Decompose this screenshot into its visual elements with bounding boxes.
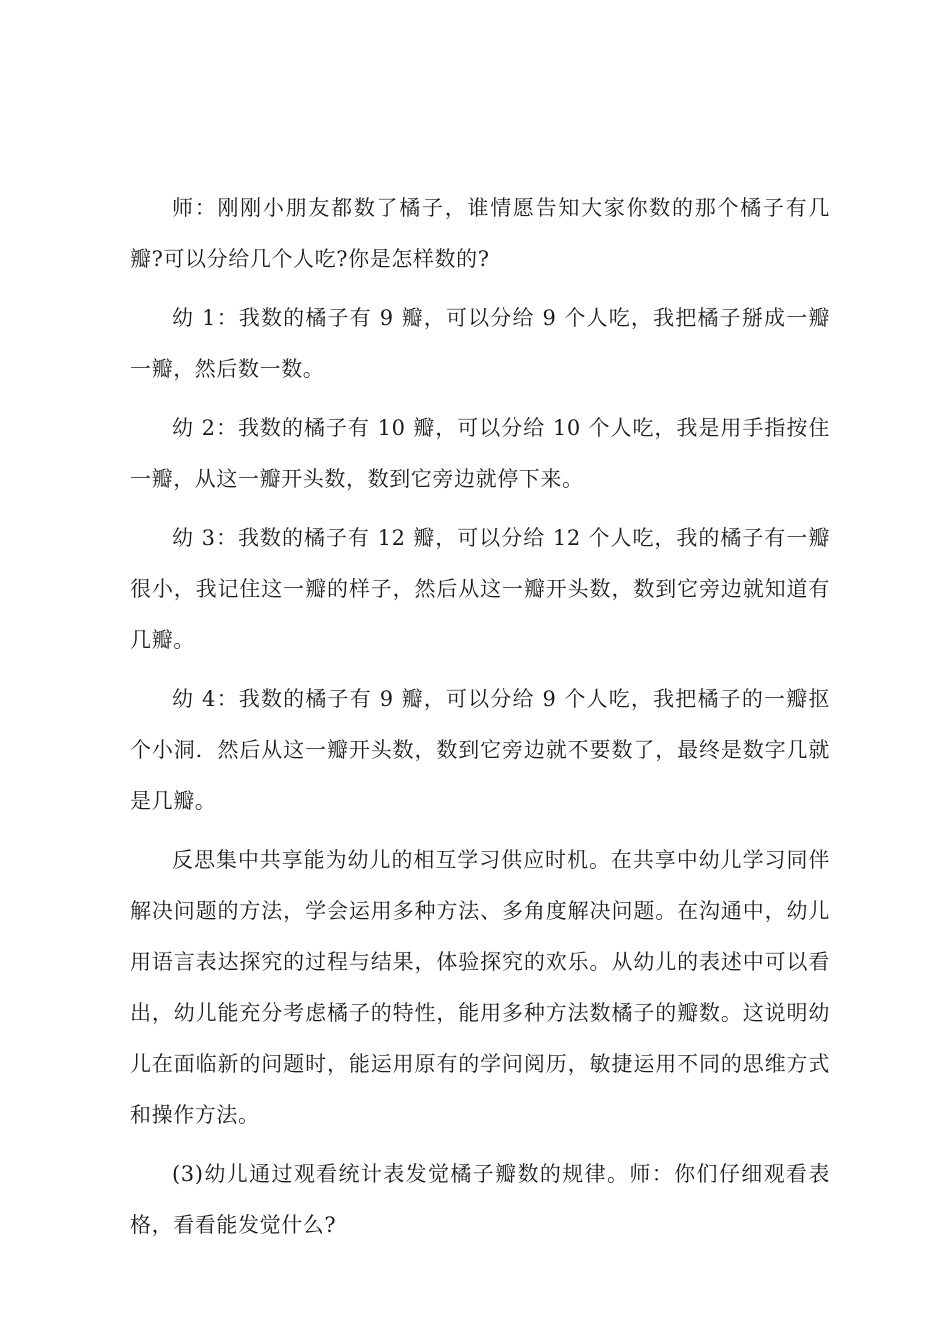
- paragraph-child-4: 幼 4：我数的橘子有 9 瓣，可以分给 9 个人吃，我把橘子的一瓣抠个小洞．然后从这一瓣开头数，数到它旁边就不要数了，最终是数字几就是几瓣。: [130, 687, 830, 813]
- paragraph-child-2: 幼 2：我数的橘子有 10 瓣，可以分给 10 个人吃，我是用手指按住一瓣，从这一瓣开头数，数到它旁边就停下来。: [130, 416, 830, 491]
- paragraph-teacher-question: 师：刚刚小朋友都数了橘子，谁情愿告知大家你数的那个橘子有几瓣?可以分给几个人吃?你是怎样数的?: [130, 196, 830, 271]
- paragraph-reflection: 反思集中共享能为幼儿的相互学习供应时机。在共享中幼儿学习同伴解决问题的方法，学会运用多种方法、多角度解决问题。在沟通中，幼儿用语言表达探究的过程与结果，体验探究的欢乐。从幼儿的表述中可以看出，幼儿能充分考虑橘子的特性，能用多种方法数橘子的瓣数。这说明幼儿在面临新的问题时，能运用原有的学问阅历，敏捷运用不同的思维方式和操作方法。: [130, 848, 830, 1127]
- document-body: [130, 183, 830, 1259]
- paragraph-step-3: (3)幼儿通过观看统计表发觉橘子瓣数的规律。师：你们仔细观看表格，看看能发觉什么?: [130, 1162, 830, 1237]
- paragraph-child-1: 幼 1：我数的橘子有 9 瓣，可以分给 9 个人吃，我把橘子掰成一瓣一瓣，然后数一数。: [130, 306, 830, 381]
- paragraph-child-3: 幼 3：我数的橘子有 12 瓣，可以分给 12 个人吃，我的橘子有一瓣很小，我记住这一瓣的样子，然后从这一瓣开头数，数到它旁边就知道有几瓣。: [130, 526, 830, 652]
